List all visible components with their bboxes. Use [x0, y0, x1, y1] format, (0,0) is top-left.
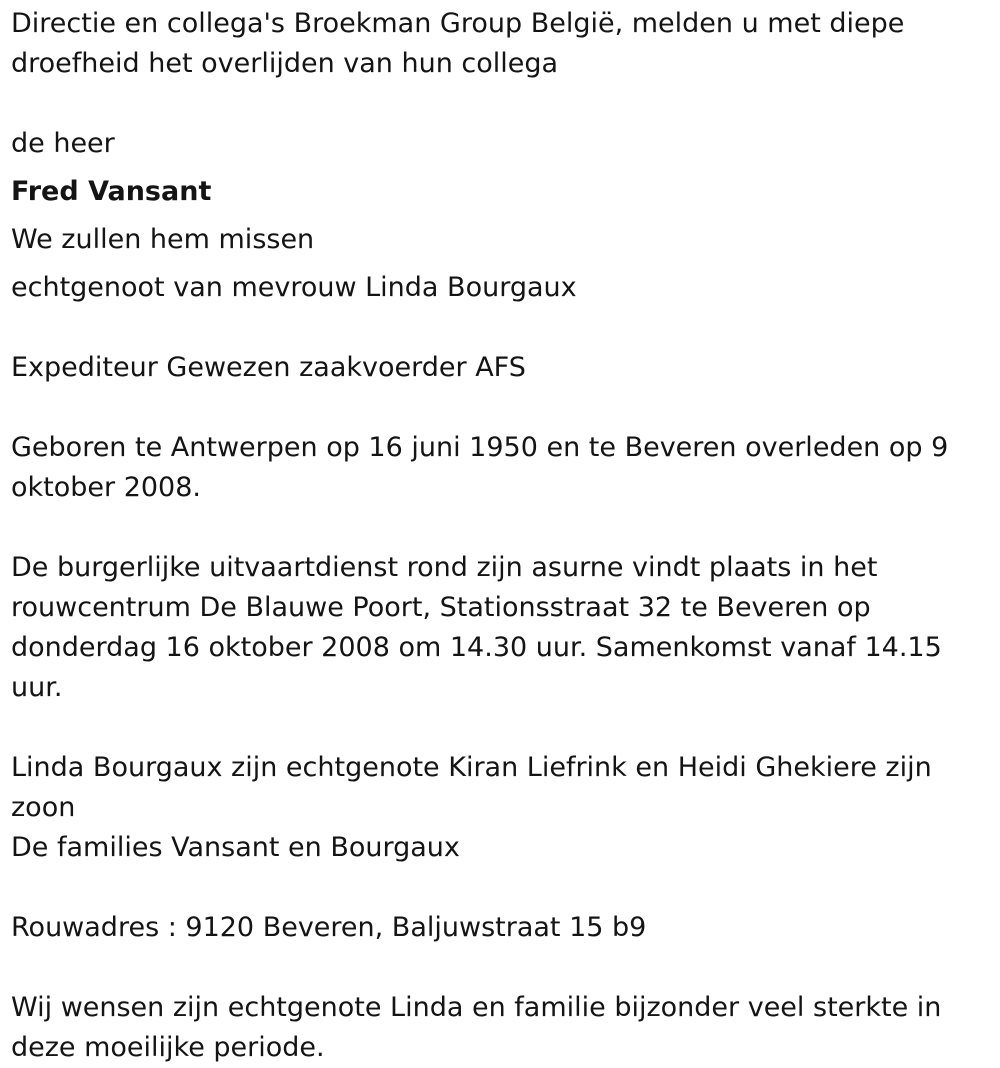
- funeral-paragraph: De burgerlijke uitvaartdienst rond zijn asurne vindt plaats in het rouwcentrum De Blauwe Poort, Stationsstraat 32 te Beveren op donderdag 16 oktober 2008 om 14.30 uur. Samenkomst vanaf 14.15 uur.: [11, 552, 942, 703]
- tribute-line: We zullen hem missen: [11, 224, 315, 255]
- intro-paragraph: Directie en collega's Broekman Group België, melden u met diepe droefheid het overlijden van hun collega: [11, 8, 905, 79]
- spouse-line: echtgenoot van mevrouw Linda Bourgaux: [11, 272, 577, 303]
- family-line-2: De families Vansant en Bourgaux: [11, 832, 460, 863]
- obituary-notice: [11, 4, 996, 1068]
- birth-death-paragraph: Geboren te Antwerpen op 16 juni 1950 en te Beveren overleden op 9 oktober 2008.: [11, 432, 949, 503]
- profession-line: Expediteur Gewezen zaakvoerder AFS: [11, 352, 526, 383]
- title-prefix: de heer: [11, 128, 115, 159]
- family-line-1: Linda Bourgaux zijn echtgenote Kiran Liefrink en Heidi Ghekiere zijn zoon: [11, 752, 932, 823]
- deceased-name: Fred Vansant: [11, 176, 212, 207]
- address-line: Rouwadres : 9120 Beveren, Baljuwstraat 15 b9: [11, 912, 647, 943]
- condolence-paragraph: Wij wensen zijn echtgenote Linda en familie bijzonder veel sterkte in deze moeilijke periode.: [11, 992, 942, 1063]
